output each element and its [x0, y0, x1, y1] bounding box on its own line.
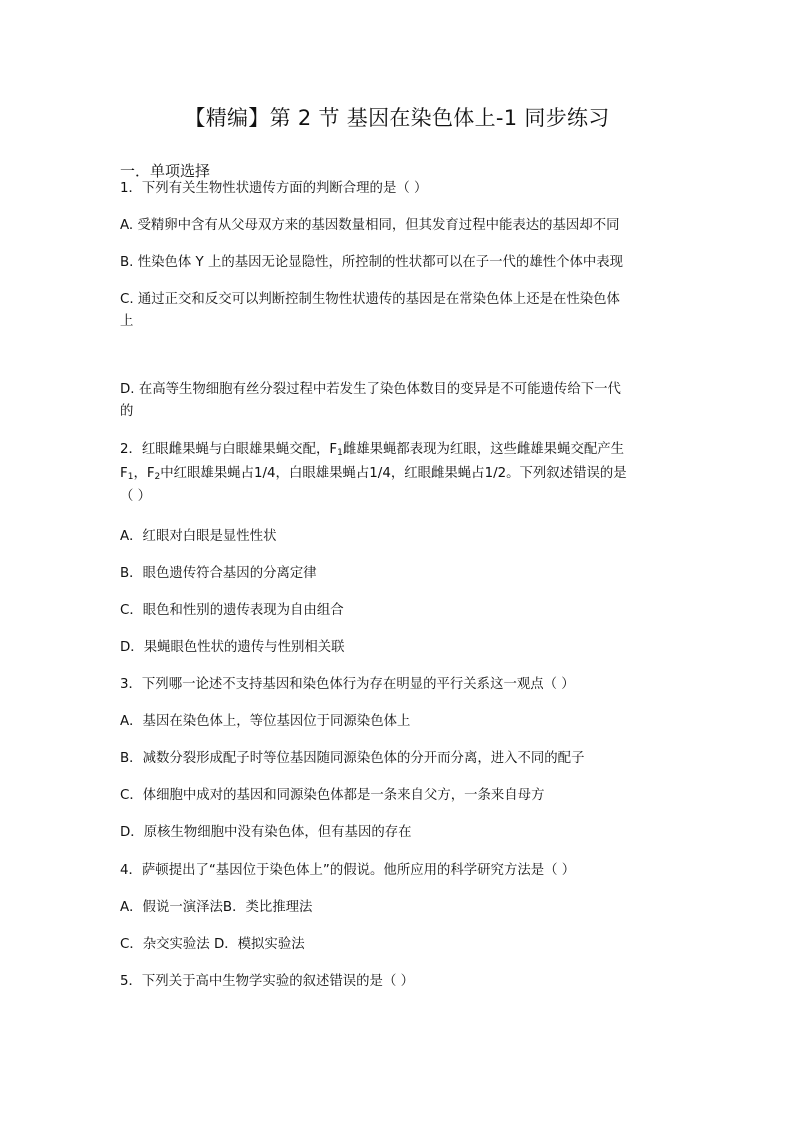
- question-1-option-d-cont: 的: [120, 404, 134, 419]
- question-2-option-d: D．果蝇眼色性状的遗传与性别相关联: [120, 640, 345, 655]
- question-4-options-row-1: A．假说一演泽法B．类比推理法: [120, 900, 313, 915]
- question-3-option-a: A．基因在染色体上，等位基因位于同源染色体上: [120, 714, 411, 729]
- page-title: 【精编】第 2 节 基因在染色体上-1 同步练习: [184, 106, 610, 130]
- question-3-stem: 3．下列哪一论述不支持基因和染色体行为存在明显的平行关系这一观点（ ）: [120, 677, 575, 692]
- question-4-options-row-2: C．杂交实验法 D．模拟实验法: [120, 937, 305, 952]
- question-1-option-c-cont: 上: [120, 314, 134, 329]
- question-4-stem: 4．萨顿提出了“基因位于染色体上”的假说。他所应用的科学研究方法是（ ）: [120, 863, 576, 878]
- question-2-option-b: B．眼色遗传符合基因的分离定律: [120, 566, 317, 581]
- question-2-option-a: A．红眼对白眼是显性性状: [120, 529, 277, 544]
- section-heading: 一．单项选择: [120, 162, 211, 180]
- question-3-option-b: B．减数分裂形成配子时等位基因随同源染色体的分开而分离，进入不同的配子: [120, 751, 585, 766]
- question-1-stem: 1．下列有关生物性状遗传方面的判断合理的是（ ）: [120, 181, 428, 196]
- question-3-option-c: C．体细胞中成对的基因和同源染色体都是一条来自父方，一条来自母方: [120, 788, 545, 803]
- question-1-option-b: B. 性染色体 Y 上的基因无论显隐性，所控制的性状都可以在子一代的雄性个体中表现: [120, 255, 624, 270]
- question-3-option-d: D．原核生物细胞中没有染色体，但有基因的存在: [120, 825, 412, 840]
- question-1-option-c: C. 通过正交和反交可以判断控制生物性状遗传的基因是在常染色体上还是在性染色体: [120, 292, 620, 307]
- question-2-option-c: C．眼色和性别的遗传表现为自由组合: [120, 603, 344, 618]
- question-5-stem: 5．下列关于高中生物学实验的叙述错误的是（ ）: [120, 974, 414, 989]
- question-1-option-d: D. 在高等生物细胞有丝分裂过程中若发生了染色体数目的变异是不可能遗传给下一代: [120, 382, 621, 397]
- question-1-option-a: A. 受精卵中含有从父母双方来的基因数量相同，但其发育过程中能表达的基因却不同: [120, 218, 620, 233]
- question-2-stem-line-2: $F_1$，$F_2$中红眼雄果蝇占1/4，白眼雄果蝇占1/4，红眼雌果蝇占1/2。下列叙述错误的是: [120, 466, 627, 482]
- question-2-stem-line-3: （ ）: [120, 489, 152, 504]
- question-2-stem-line-1: 2．红眼雌果蝇与白眼雄果蝇交配，$F_1$雌雄果蝇都表现为红眼，这些雌雄果蝇交配产生: [120, 442, 625, 458]
